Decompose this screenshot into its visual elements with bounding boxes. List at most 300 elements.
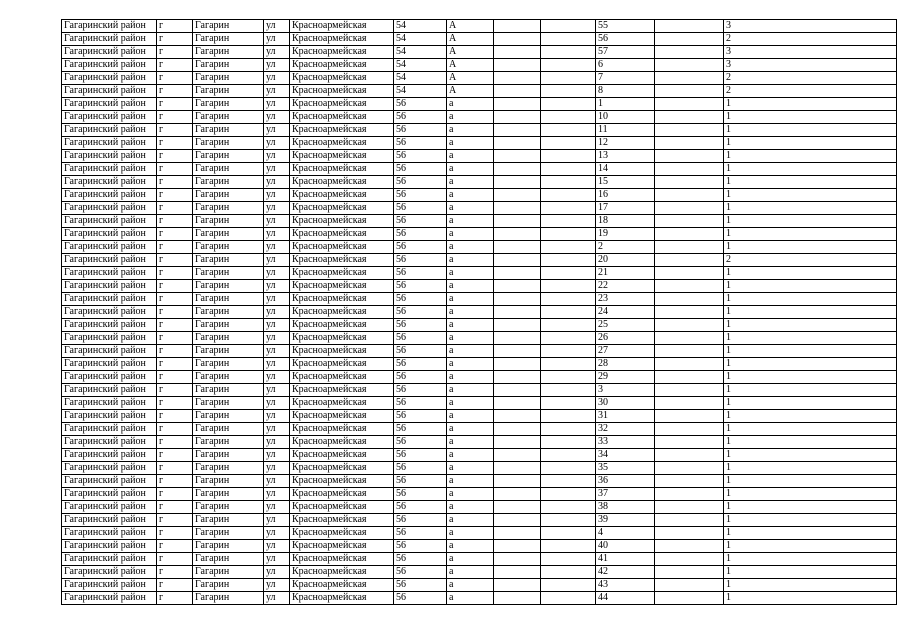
table-cell: Гагаринский район bbox=[62, 98, 157, 111]
table-cell bbox=[541, 475, 596, 488]
table-cell: Гагарин bbox=[193, 592, 264, 605]
table-cell: Гагаринский район bbox=[62, 85, 157, 98]
table-cell: а bbox=[447, 527, 494, 540]
table-cell: Гагаринский район bbox=[62, 137, 157, 150]
table-cell bbox=[541, 241, 596, 254]
table-cell bbox=[494, 410, 541, 423]
table-cell: 1 bbox=[724, 410, 897, 423]
table-cell: Гагаринский район bbox=[62, 462, 157, 475]
table-cell: 1 bbox=[724, 566, 897, 579]
table-cell: Гагаринский район bbox=[62, 111, 157, 124]
table-cell: а bbox=[447, 189, 494, 202]
table-cell: Красноармейская bbox=[290, 280, 394, 293]
table-cell bbox=[541, 280, 596, 293]
table-cell bbox=[655, 488, 724, 501]
table-cell bbox=[541, 397, 596, 410]
table-row bbox=[62, 501, 897, 514]
table-cell: 1 bbox=[724, 358, 897, 371]
table-cell: Красноармейская bbox=[290, 319, 394, 332]
table-cell: Красноармейская bbox=[290, 397, 394, 410]
table-cell bbox=[655, 150, 724, 163]
table-row bbox=[62, 215, 897, 228]
table-cell: а bbox=[447, 163, 494, 176]
table-cell: 56 bbox=[394, 449, 447, 462]
table-cell: Красноармейская bbox=[290, 527, 394, 540]
table-cell bbox=[494, 371, 541, 384]
table-cell: ул bbox=[264, 384, 290, 397]
table-cell bbox=[655, 293, 724, 306]
table-cell: Красноармейская bbox=[290, 384, 394, 397]
table-cell bbox=[494, 20, 541, 33]
table-row bbox=[62, 254, 897, 267]
table-cell: Красноармейская bbox=[290, 150, 394, 163]
table-cell bbox=[541, 423, 596, 436]
table-cell: 56 bbox=[394, 423, 447, 436]
table-row bbox=[62, 423, 897, 436]
table-cell: а bbox=[447, 202, 494, 215]
table-cell: 30 bbox=[596, 397, 655, 410]
table-cell: 1 bbox=[724, 423, 897, 436]
table-cell: Гагарин bbox=[193, 254, 264, 267]
table-cell: г bbox=[157, 228, 193, 241]
table-cell: Гагарин bbox=[193, 176, 264, 189]
table-cell bbox=[541, 306, 596, 319]
table-cell: г bbox=[157, 111, 193, 124]
table-cell: Гагаринский район bbox=[62, 124, 157, 137]
table-cell: Красноармейская bbox=[290, 566, 394, 579]
table-cell: а bbox=[447, 540, 494, 553]
table-cell bbox=[541, 46, 596, 59]
table-cell bbox=[494, 592, 541, 605]
table-cell bbox=[541, 202, 596, 215]
table-cell bbox=[655, 358, 724, 371]
table-cell: Гагарин bbox=[193, 163, 264, 176]
table-cell: г bbox=[157, 72, 193, 85]
table-cell: ул bbox=[264, 488, 290, 501]
table-cell bbox=[494, 228, 541, 241]
table-cell: 57 bbox=[596, 46, 655, 59]
table-cell bbox=[655, 228, 724, 241]
table-cell bbox=[494, 449, 541, 462]
table-cell: ул bbox=[264, 553, 290, 566]
table-row bbox=[62, 176, 897, 189]
table-cell bbox=[494, 358, 541, 371]
table-cell bbox=[494, 527, 541, 540]
table-cell: г bbox=[157, 124, 193, 137]
table-cell: Гагарин bbox=[193, 267, 264, 280]
table-cell: 1 bbox=[724, 488, 897, 501]
table-cell: Гагарин bbox=[193, 319, 264, 332]
table-cell: 1 bbox=[724, 514, 897, 527]
table-row bbox=[62, 137, 897, 150]
table-cell bbox=[655, 241, 724, 254]
table-cell: 1 bbox=[724, 475, 897, 488]
table-cell: 56 bbox=[394, 384, 447, 397]
table-cell: Гагаринский район bbox=[62, 436, 157, 449]
table-cell bbox=[655, 436, 724, 449]
table-cell: 1 bbox=[724, 501, 897, 514]
table-cell: 56 bbox=[394, 176, 447, 189]
table-cell: Красноармейская bbox=[290, 176, 394, 189]
table-cell: г bbox=[157, 553, 193, 566]
table-cell: ул bbox=[264, 72, 290, 85]
table-cell: Гагаринский район bbox=[62, 514, 157, 527]
table-row bbox=[62, 111, 897, 124]
table-cell: а bbox=[447, 397, 494, 410]
table-cell: 56 bbox=[394, 371, 447, 384]
table-cell bbox=[655, 332, 724, 345]
table-cell bbox=[541, 85, 596, 98]
table-cell: 1 bbox=[724, 137, 897, 150]
table-cell: 33 bbox=[596, 436, 655, 449]
table-row bbox=[62, 202, 897, 215]
table-cell: а bbox=[447, 566, 494, 579]
table-cell: Красноармейская bbox=[290, 189, 394, 202]
table-row bbox=[62, 241, 897, 254]
table-cell: ул bbox=[264, 215, 290, 228]
table-cell: Красноармейская bbox=[290, 59, 394, 72]
table-cell: Красноармейская bbox=[290, 475, 394, 488]
table-cell: 56 bbox=[394, 475, 447, 488]
table-cell: 56 bbox=[394, 345, 447, 358]
table-cell bbox=[655, 124, 724, 137]
table-cell: 1 bbox=[596, 98, 655, 111]
table-cell: г bbox=[157, 176, 193, 189]
table-cell: 3 bbox=[724, 46, 897, 59]
table-cell bbox=[655, 215, 724, 228]
table-cell: 56 bbox=[394, 488, 447, 501]
table-cell: ул bbox=[264, 371, 290, 384]
table-cell: а bbox=[447, 501, 494, 514]
table-cell: 32 bbox=[596, 423, 655, 436]
table-cell bbox=[541, 163, 596, 176]
table-cell: 15 bbox=[596, 176, 655, 189]
table-cell: г bbox=[157, 501, 193, 514]
table-cell bbox=[541, 20, 596, 33]
table-cell: Гагарин bbox=[193, 72, 264, 85]
table-cell: Гагарин bbox=[193, 150, 264, 163]
table-cell: Гагаринский район bbox=[62, 410, 157, 423]
table-cell: 56 bbox=[394, 98, 447, 111]
table-cell: а bbox=[447, 449, 494, 462]
table-cell: Гагарин bbox=[193, 137, 264, 150]
table-cell bbox=[541, 345, 596, 358]
table-cell: 38 bbox=[596, 501, 655, 514]
table-cell bbox=[655, 98, 724, 111]
table-cell: 40 bbox=[596, 540, 655, 553]
table-cell: Гагарин bbox=[193, 462, 264, 475]
table-cell: ул bbox=[264, 579, 290, 592]
table-cell: Гагаринский район bbox=[62, 384, 157, 397]
table-cell: 25 bbox=[596, 319, 655, 332]
table-cell: 56 bbox=[394, 540, 447, 553]
table-cell bbox=[494, 241, 541, 254]
table-row bbox=[62, 579, 897, 592]
table-cell bbox=[655, 397, 724, 410]
table-cell bbox=[541, 501, 596, 514]
table-cell: 11 bbox=[596, 124, 655, 137]
table-cell: Гагаринский район bbox=[62, 540, 157, 553]
table-cell: Гагаринский район bbox=[62, 280, 157, 293]
table-cell bbox=[541, 98, 596, 111]
table-cell: 8 bbox=[596, 85, 655, 98]
table-cell: 14 bbox=[596, 163, 655, 176]
table-cell: а bbox=[447, 553, 494, 566]
table-cell bbox=[494, 98, 541, 111]
table-cell: 56 bbox=[394, 592, 447, 605]
table-cell bbox=[494, 488, 541, 501]
table-cell: ул bbox=[264, 85, 290, 98]
table-row bbox=[62, 397, 897, 410]
table-cell: 1 bbox=[724, 540, 897, 553]
table-row bbox=[62, 306, 897, 319]
table-cell bbox=[655, 384, 724, 397]
table-cell: Гагаринский район bbox=[62, 592, 157, 605]
table-cell: Гагарин bbox=[193, 553, 264, 566]
table-cell: Красноармейская bbox=[290, 371, 394, 384]
table-cell: а bbox=[447, 267, 494, 280]
table-cell: г bbox=[157, 137, 193, 150]
table-cell: г bbox=[157, 514, 193, 527]
table-cell bbox=[655, 202, 724, 215]
table-cell bbox=[541, 150, 596, 163]
table-cell bbox=[541, 137, 596, 150]
table-cell: 1 bbox=[724, 449, 897, 462]
table-cell bbox=[494, 163, 541, 176]
table-cell bbox=[494, 306, 541, 319]
table-body bbox=[62, 20, 897, 605]
table-row bbox=[62, 514, 897, 527]
table-cell bbox=[541, 267, 596, 280]
table-cell bbox=[655, 527, 724, 540]
table-cell: Гагарин bbox=[193, 228, 264, 241]
table-cell: г bbox=[157, 488, 193, 501]
table-cell: Красноармейская bbox=[290, 46, 394, 59]
table-row bbox=[62, 293, 897, 306]
table-cell: 56 bbox=[394, 397, 447, 410]
table-cell bbox=[541, 176, 596, 189]
table-cell: 3 bbox=[596, 384, 655, 397]
table-cell: 56 bbox=[394, 280, 447, 293]
table-cell bbox=[494, 384, 541, 397]
table-cell: Гагарин bbox=[193, 423, 264, 436]
table-cell: Красноармейская bbox=[290, 449, 394, 462]
table-cell bbox=[655, 566, 724, 579]
table-cell: г bbox=[157, 293, 193, 306]
table-cell: 29 bbox=[596, 371, 655, 384]
table-cell: г bbox=[157, 98, 193, 111]
table-cell: 1 bbox=[724, 462, 897, 475]
table-cell: г bbox=[157, 579, 193, 592]
table-cell: 10 bbox=[596, 111, 655, 124]
table-cell: Гагарин bbox=[193, 20, 264, 33]
table-cell: ул bbox=[264, 241, 290, 254]
table-cell: 28 bbox=[596, 358, 655, 371]
table-cell bbox=[494, 566, 541, 579]
table-cell: Гагарин bbox=[193, 527, 264, 540]
table-cell: Красноармейская bbox=[290, 462, 394, 475]
table-cell: Гагаринский район bbox=[62, 488, 157, 501]
table-cell: г bbox=[157, 592, 193, 605]
table-cell: Гагаринский район bbox=[62, 176, 157, 189]
table-cell: Гагарин bbox=[193, 215, 264, 228]
table-cell: г bbox=[157, 436, 193, 449]
table-cell: Гагарин bbox=[193, 241, 264, 254]
table-cell: ул bbox=[264, 319, 290, 332]
table-cell bbox=[541, 33, 596, 46]
table-cell: Красноармейская bbox=[290, 137, 394, 150]
table-cell bbox=[655, 592, 724, 605]
table-cell bbox=[494, 345, 541, 358]
table-cell: г bbox=[157, 46, 193, 59]
table-cell: а bbox=[447, 514, 494, 527]
table-cell bbox=[494, 462, 541, 475]
table-cell: 20 bbox=[596, 254, 655, 267]
table-cell: 56 bbox=[394, 163, 447, 176]
table-cell: г bbox=[157, 423, 193, 436]
table-cell bbox=[655, 85, 724, 98]
table-cell bbox=[541, 72, 596, 85]
table-cell bbox=[494, 46, 541, 59]
table-cell bbox=[655, 163, 724, 176]
table-cell: ул bbox=[264, 332, 290, 345]
table-cell: г bbox=[157, 449, 193, 462]
table-cell: 56 bbox=[394, 566, 447, 579]
table-cell: 56 bbox=[394, 150, 447, 163]
table-cell: 56 bbox=[596, 33, 655, 46]
table-cell: ул bbox=[264, 59, 290, 72]
table-cell: г bbox=[157, 59, 193, 72]
table-cell: 37 bbox=[596, 488, 655, 501]
table-cell: Красноармейская bbox=[290, 423, 394, 436]
table-cell bbox=[494, 397, 541, 410]
table-cell: Гагарин bbox=[193, 33, 264, 46]
table-cell bbox=[541, 358, 596, 371]
table-cell: г bbox=[157, 215, 193, 228]
table-cell: Гагаринский район bbox=[62, 72, 157, 85]
table-cell: Гагаринский район bbox=[62, 553, 157, 566]
table-cell bbox=[541, 189, 596, 202]
table-cell bbox=[494, 111, 541, 124]
table-cell: Гагаринский район bbox=[62, 241, 157, 254]
table-cell: Гагарин bbox=[193, 449, 264, 462]
table-cell: 1 bbox=[724, 189, 897, 202]
table-row bbox=[62, 33, 897, 46]
table-cell: а bbox=[447, 462, 494, 475]
table-cell: ул bbox=[264, 540, 290, 553]
table-cell: Гагарин bbox=[193, 59, 264, 72]
table-cell bbox=[494, 254, 541, 267]
table-cell bbox=[655, 20, 724, 33]
table-cell: 56 bbox=[394, 228, 447, 241]
table-cell: 56 bbox=[394, 501, 447, 514]
table-cell bbox=[494, 124, 541, 137]
table-cell: г bbox=[157, 189, 193, 202]
table-cell: 56 bbox=[394, 124, 447, 137]
table-cell: 56 bbox=[394, 254, 447, 267]
table-cell bbox=[655, 280, 724, 293]
table-row bbox=[62, 436, 897, 449]
table-cell: Гагарин bbox=[193, 358, 264, 371]
table-cell: Красноармейская bbox=[290, 267, 394, 280]
table-cell: Гагарин bbox=[193, 410, 264, 423]
table-cell: 56 bbox=[394, 514, 447, 527]
table-cell: 56 bbox=[394, 111, 447, 124]
table-cell: г bbox=[157, 267, 193, 280]
table-cell: 1 bbox=[724, 319, 897, 332]
table-cell: 22 bbox=[596, 280, 655, 293]
table-cell bbox=[494, 501, 541, 514]
table-cell: а bbox=[447, 98, 494, 111]
table-cell: Красноармейская bbox=[290, 111, 394, 124]
table-cell: г bbox=[157, 280, 193, 293]
table-cell: 2 bbox=[724, 72, 897, 85]
table-cell: Гагарин bbox=[193, 475, 264, 488]
table-row bbox=[62, 566, 897, 579]
table-cell: Гагаринский район bbox=[62, 46, 157, 59]
table-cell: 1 bbox=[724, 176, 897, 189]
table-cell: 55 bbox=[596, 20, 655, 33]
table-cell bbox=[541, 59, 596, 72]
table-cell: Гагарин bbox=[193, 371, 264, 384]
table-cell: 1 bbox=[724, 306, 897, 319]
table-cell bbox=[655, 319, 724, 332]
table-cell: Гагаринский район bbox=[62, 202, 157, 215]
table-cell: Красноармейская bbox=[290, 293, 394, 306]
table-cell bbox=[541, 527, 596, 540]
table-cell bbox=[655, 59, 724, 72]
table-row bbox=[62, 228, 897, 241]
table-cell: Гагарин bbox=[193, 384, 264, 397]
table-row bbox=[62, 527, 897, 540]
table-cell: а bbox=[447, 215, 494, 228]
table-cell: ул bbox=[264, 189, 290, 202]
table-cell: 1 bbox=[724, 436, 897, 449]
table-cell: Гагаринский район bbox=[62, 358, 157, 371]
table-cell bbox=[541, 592, 596, 605]
table-cell: а bbox=[447, 137, 494, 150]
table-cell: а bbox=[447, 371, 494, 384]
table-cell: Гагаринский район bbox=[62, 267, 157, 280]
table-cell: 56 bbox=[394, 553, 447, 566]
table-cell: Гагарин bbox=[193, 306, 264, 319]
table-cell: г bbox=[157, 397, 193, 410]
table-cell bbox=[494, 202, 541, 215]
table-row bbox=[62, 592, 897, 605]
table-row bbox=[62, 46, 897, 59]
table-row bbox=[62, 267, 897, 280]
table-cell: Гагаринский район bbox=[62, 150, 157, 163]
table-cell: г bbox=[157, 371, 193, 384]
table-cell: ул bbox=[264, 449, 290, 462]
table-cell: ул bbox=[264, 228, 290, 241]
table-cell bbox=[494, 59, 541, 72]
table-cell: Красноармейская bbox=[290, 228, 394, 241]
table-cell: а bbox=[447, 306, 494, 319]
table-cell: Гагарин bbox=[193, 436, 264, 449]
table-cell: Гагаринский район bbox=[62, 579, 157, 592]
table-cell: 36 bbox=[596, 475, 655, 488]
table-cell: а bbox=[447, 475, 494, 488]
table-row bbox=[62, 98, 897, 111]
table-cell: 3 bbox=[724, 20, 897, 33]
table-cell: Гагарин bbox=[193, 293, 264, 306]
table-cell: 7 bbox=[596, 72, 655, 85]
table-cell: ул bbox=[264, 397, 290, 410]
table-row bbox=[62, 85, 897, 98]
table-cell: Красноармейская bbox=[290, 410, 394, 423]
table-cell: 42 bbox=[596, 566, 655, 579]
